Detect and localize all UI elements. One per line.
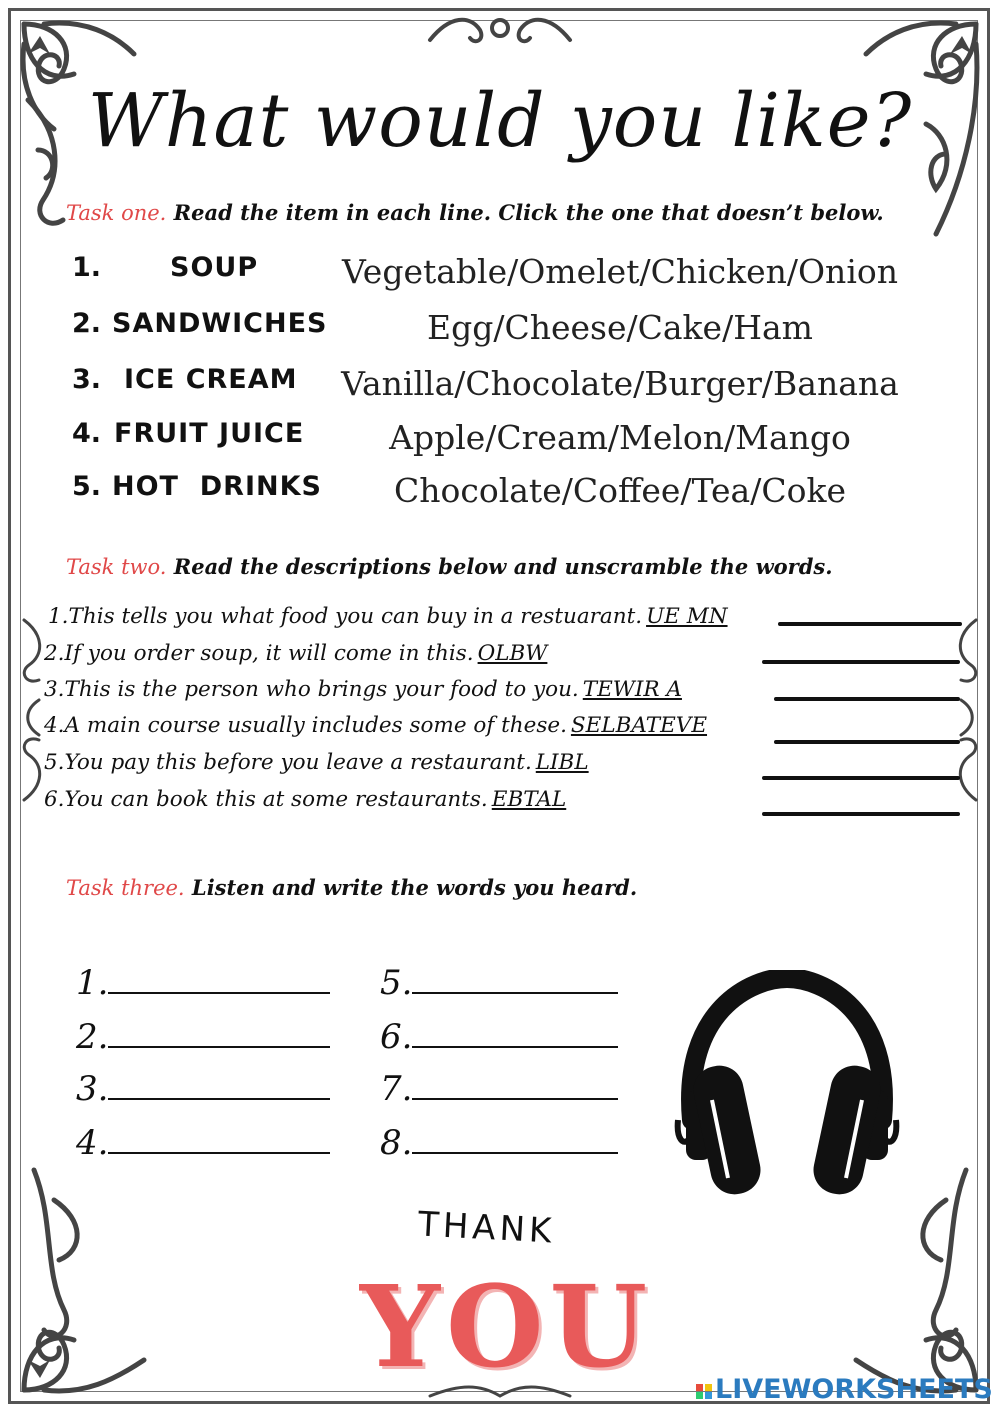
- task-one-instruction: Read the item in each line. Click the one that doesn’t below.: [173, 200, 884, 225]
- row-number: 5.: [72, 471, 102, 502]
- description-item: [44, 787, 566, 812]
- blank-line[interactable]: [108, 1122, 330, 1154]
- task-two-instruction: Read the descriptions below and unscramble the words.: [173, 554, 833, 579]
- description-text: 2.If you order soup, it will come in this.: [44, 641, 474, 666]
- blank-number: 7.: [380, 1069, 413, 1109]
- brand-name: LIVEWORKSHEETS: [715, 1374, 993, 1405]
- task-two-label: Task two.: [66, 555, 167, 579]
- scrambled-word: SELBATEVE: [570, 713, 708, 738]
- task-one-row: [0, 252, 1000, 302]
- task-three-label: Task three.: [66, 876, 185, 900]
- answer-line[interactable]: [774, 697, 960, 701]
- task-one-row: [0, 418, 1000, 468]
- blank-number: 8.: [380, 1123, 413, 1163]
- blank-line[interactable]: [108, 1068, 330, 1100]
- description-item: [44, 750, 589, 775]
- brand-logo[interactable]: [695, 1374, 993, 1405]
- listening-blank: [380, 1068, 618, 1109]
- row-options[interactable]: Apple/Cream/Melon/Mango: [389, 418, 851, 457]
- listening-blank: [76, 1122, 330, 1163]
- you-text: YOU: [360, 1262, 654, 1393]
- description-item: [44, 641, 547, 666]
- answer-line[interactable]: [774, 740, 960, 744]
- row-category: ICE CREAM: [124, 364, 298, 395]
- task-one-label: Task one.: [66, 201, 167, 225]
- row-category: FRUIT JUICE: [114, 418, 305, 449]
- scrambled-word: UE MN: [646, 604, 728, 629]
- row-number: 1.: [72, 252, 102, 283]
- blank-line[interactable]: [412, 962, 618, 994]
- listening-blank: [380, 962, 618, 1003]
- scrambled-word: OLBW: [477, 641, 548, 666]
- row-number: 4.: [72, 418, 102, 449]
- blank-number: 4.: [76, 1123, 109, 1163]
- page-title: What would you like?: [87, 78, 913, 164]
- description-text: 4.A main course usually includes some of these.: [44, 713, 567, 738]
- blank-line[interactable]: [412, 1068, 618, 1100]
- blank-number: 3.: [76, 1069, 109, 1109]
- task-three-heading: [66, 875, 637, 900]
- blank-number: 1.: [76, 963, 109, 1003]
- description-item: [48, 604, 728, 629]
- row-category: SOUP: [170, 252, 259, 283]
- task-two-heading: [66, 554, 833, 579]
- blank-line[interactable]: [412, 1016, 618, 1048]
- side-ornament-right: [946, 610, 986, 810]
- description-text: 5.You pay this before you leave a restaurant.: [44, 750, 532, 775]
- scrambled-word: TEWIR A: [582, 677, 682, 702]
- blank-line[interactable]: [412, 1122, 618, 1154]
- row-options[interactable]: Chocolate/Coffee/Tea/Coke: [393, 471, 846, 510]
- corner-ornament-bottom-left: [14, 1160, 154, 1400]
- row-options[interactable]: Vanilla/Chocolate/Burger/Banana: [341, 364, 899, 403]
- row-options[interactable]: Vegetable/Omelet/Chicken/Onion: [341, 252, 898, 291]
- scrambled-word: EBTAL: [491, 787, 567, 812]
- top-center-ornament: [420, 10, 580, 50]
- answer-line[interactable]: [762, 776, 960, 780]
- scrambled-word: LIBL: [535, 750, 589, 775]
- description-item: [44, 713, 707, 738]
- answer-line[interactable]: [762, 660, 960, 664]
- answer-line[interactable]: [762, 812, 960, 816]
- blank-line[interactable]: [108, 1016, 330, 1048]
- blank-number: 6.: [380, 1017, 413, 1057]
- answer-line[interactable]: [778, 622, 962, 626]
- listening-blank: [380, 1122, 618, 1163]
- task-one-heading: [66, 200, 884, 225]
- blank-number: 2.: [76, 1017, 109, 1057]
- listening-blank: [76, 1016, 330, 1057]
- task-three-instruction: Listen and write the words you heard.: [191, 875, 638, 900]
- side-ornament-left: [14, 610, 54, 810]
- row-number: 2.: [72, 308, 102, 339]
- task-one-row: [0, 308, 1000, 358]
- row-number: 3.: [72, 364, 102, 395]
- row-category: HOT DRINKS: [112, 471, 322, 502]
- thank-text: THANK: [417, 1204, 557, 1252]
- headphones-icon[interactable]: [672, 970, 902, 1205]
- description-text: 6.You can book this at some restaurants.: [44, 787, 488, 812]
- liveworksheets-logo-icon: [695, 1383, 715, 1399]
- task-one-row: [0, 364, 1000, 414]
- description-text: 3.This is the person who brings your food to you.: [44, 677, 579, 702]
- listening-blank: [76, 962, 330, 1003]
- blank-number: 5.: [380, 963, 413, 1003]
- listening-blank: [76, 1068, 330, 1109]
- row-options[interactable]: Egg/Cheese/Cake/Ham: [427, 308, 813, 347]
- task-one-row: [0, 471, 1000, 521]
- description-item: [44, 677, 682, 702]
- description-text: 1.This tells you what food you can buy in a restuarant.: [48, 604, 643, 629]
- listening-blank: [380, 1016, 618, 1057]
- row-category: SANDWICHES: [112, 308, 328, 339]
- blank-line[interactable]: [108, 962, 330, 994]
